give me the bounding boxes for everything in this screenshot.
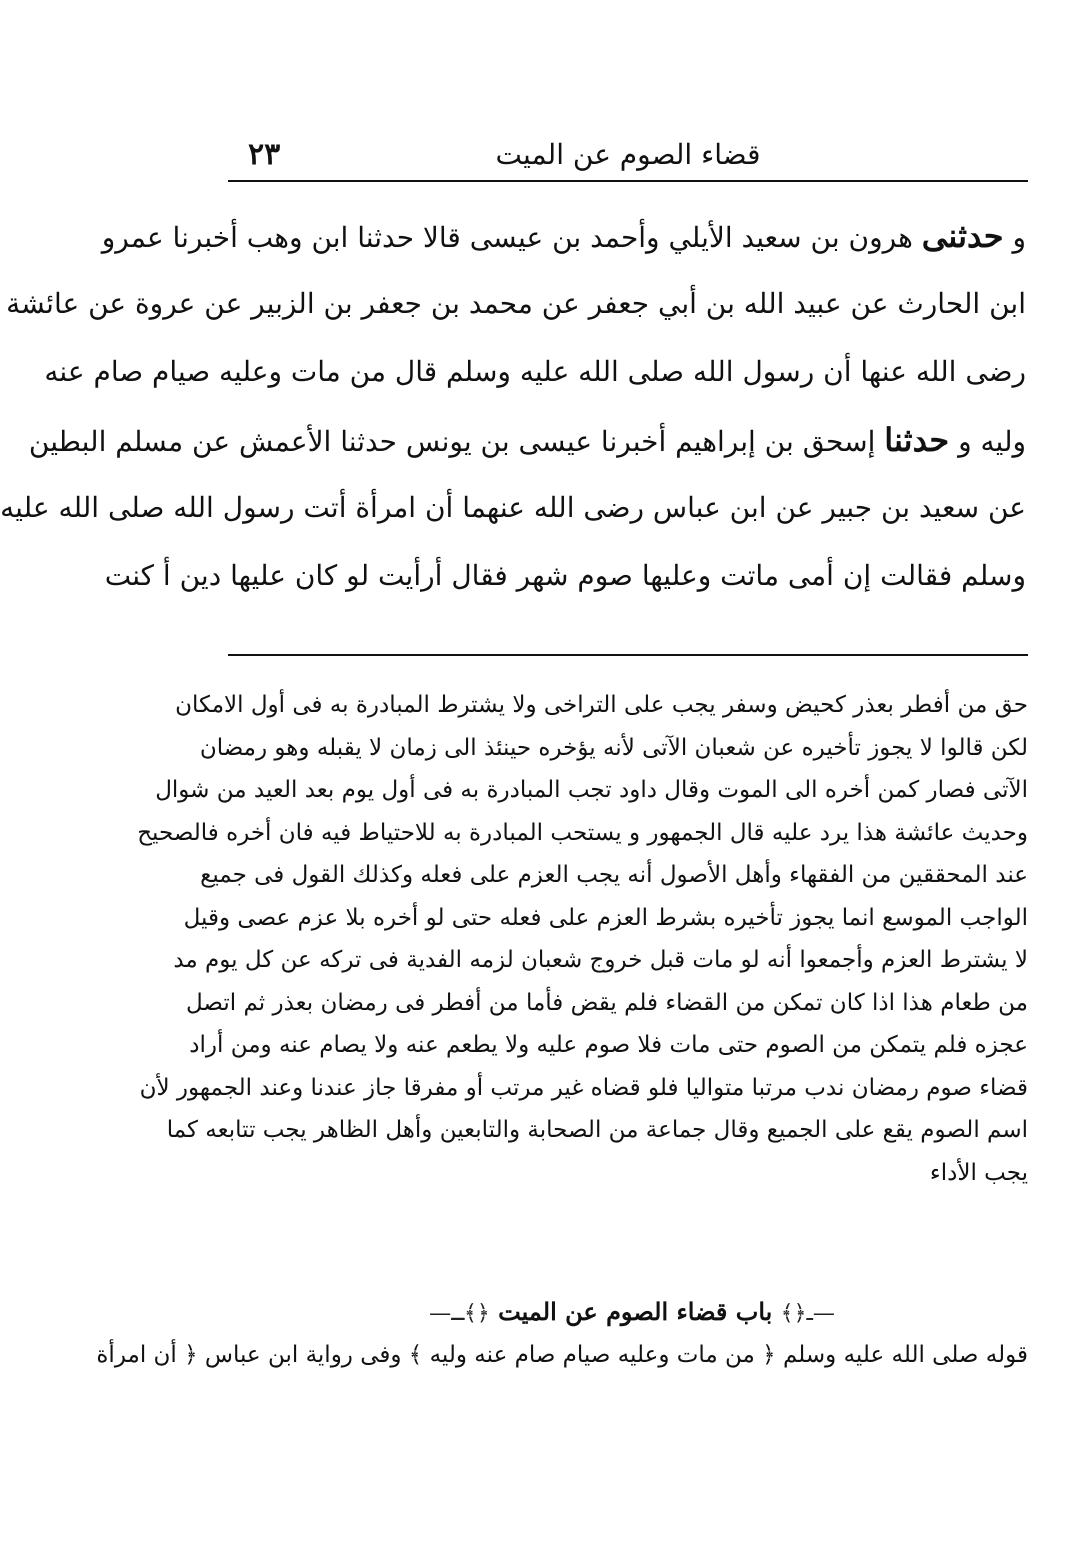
line-prefix: وليه و <box>958 425 1026 458</box>
ornament-right-icon: —ـ﴿﴾ <box>780 1301 835 1326</box>
narration-keyword: حدثنى <box>921 217 1004 255</box>
hadith-line <box>44 338 1026 406</box>
commentary-line: عند المحققين من الفقهاء وأهل الأصول أنه يجب العزم على فعله وكذلك القول فى جميع <box>200 862 1028 888</box>
commentary-line: قضاء صوم رمضان ندب مرتبا متواليا فلو قضاه غير مرتب أو مفرقا جاز عندنا وعند الجمهور لأن <box>139 1074 1028 1101</box>
hadith-line <box>101 202 1026 270</box>
commentary-line: يجب الأداء <box>929 1159 1028 1186</box>
commentary-line: وحديث عائشة هذا يرد عليه قال الجمهور و يستحب المبادرة به للاحتياط فيه فان أخره فالصحيح <box>137 819 1028 846</box>
narration-keyword: حدثنا <box>884 421 950 459</box>
commentary-line: لكن قالوا لا يجوز تأخيره عن شعبان الآتى لأنه يؤخره حينئذ الى زمان لا يقبله وهو رمضان <box>199 734 1028 761</box>
header-rule <box>228 180 1028 182</box>
ornament-left-icon: ﴿﴾ـ— <box>429 1301 490 1326</box>
line-text: هرون بن سعيد الأيلي وأحمد بن عيسى قالا حدثنا ابن وهب أخبرنا عمرو <box>101 221 913 254</box>
page-header <box>228 132 1028 178</box>
line-text: إسحق بن إبراهيم أخبرنا عيسى بن يونس حدثنا الأعمش عن مسلم البطين <box>28 425 876 458</box>
chapter-title: باب قضاء الصوم عن الميت <box>498 1297 773 1326</box>
commentary-line: الواجب الموسع انما يجوز تأخيره بشرط العزم على فعله حتى لو أخره بلا عزم عصى وقيل <box>183 904 1028 931</box>
commentary-line: من طعام هذا اذا كان تمكن من القضاء فلم يقض فأما من أفطر فى رمضان بعذر ثم اتصل <box>186 989 1028 1016</box>
commentary-line: الآتى فصار كمن أخره الى الموت وقال داود تجب المبادرة به فى أول يوم بعد العيد من شوال <box>155 777 1028 803</box>
commentary-line: اسم الصوم يقع على الجميع وقال جماعة من الصحابة والتابعين وأهل الظاهر يجب تتابعه كما <box>166 1117 1028 1143</box>
commentary-line: حق من أفطر بعذر كحيض وسفر يجب على التراخى ولا يشترط المبادرة به فى أول الامكان <box>175 692 1028 718</box>
line-text: رضى الله عنها أن رسول الله صلى الله عليه وسلم قال من مات وعليه صيام صام عنه <box>44 355 1026 388</box>
hadith-line <box>0 474 1026 542</box>
hadith-line <box>28 406 1026 474</box>
commentary-block <box>137 684 1028 1194</box>
hadith-text-block <box>0 202 1026 610</box>
hadith-line <box>6 270 1026 338</box>
line-text: ابن الحارث عن عبيد الله بن أبي جعفر عن محمد بن جعفر بن الزبير عن عروة عن عائشة <box>6 287 1026 320</box>
commentary-line: عجزه فلم يتمكن من الصوم حتى مات فلا صوم عليه ولا يطعم عنه ولا يصام عنه ومن أراد <box>189 1032 1028 1058</box>
commentary-final-line: قوله صلى الله عليه وسلم ﴿ من مات وعليه صيام صام عنه وليه ﴾ وفى رواية ابن عباس ﴿ أن امرأة <box>96 1342 1028 1368</box>
page-number: ٢٣ <box>248 137 281 172</box>
hadith-line <box>104 542 1026 610</box>
line-text: عن سعيد بن جبير عن ابن عباس رضى الله عنهما أن امرأة أتت رسول الله صلى الله عليه <box>0 491 1026 524</box>
chapter-heading <box>236 1290 1028 1336</box>
line-prefix: و <box>1012 221 1026 254</box>
commentary-line: لا يشترط العزم وأجمعوا أنه لو مات قبل خروج شعبان لزمه الفدية فى تركه عن كل يوم مد <box>173 947 1028 973</box>
section-rule <box>228 654 1028 656</box>
line-text: وسلم فقالت إن أمى ماتت وعليها صوم شهر فقال أرأيت لو كان عليها دين أ كنت <box>104 559 1026 592</box>
running-title: قضاء الصوم عن الميت <box>495 138 761 171</box>
